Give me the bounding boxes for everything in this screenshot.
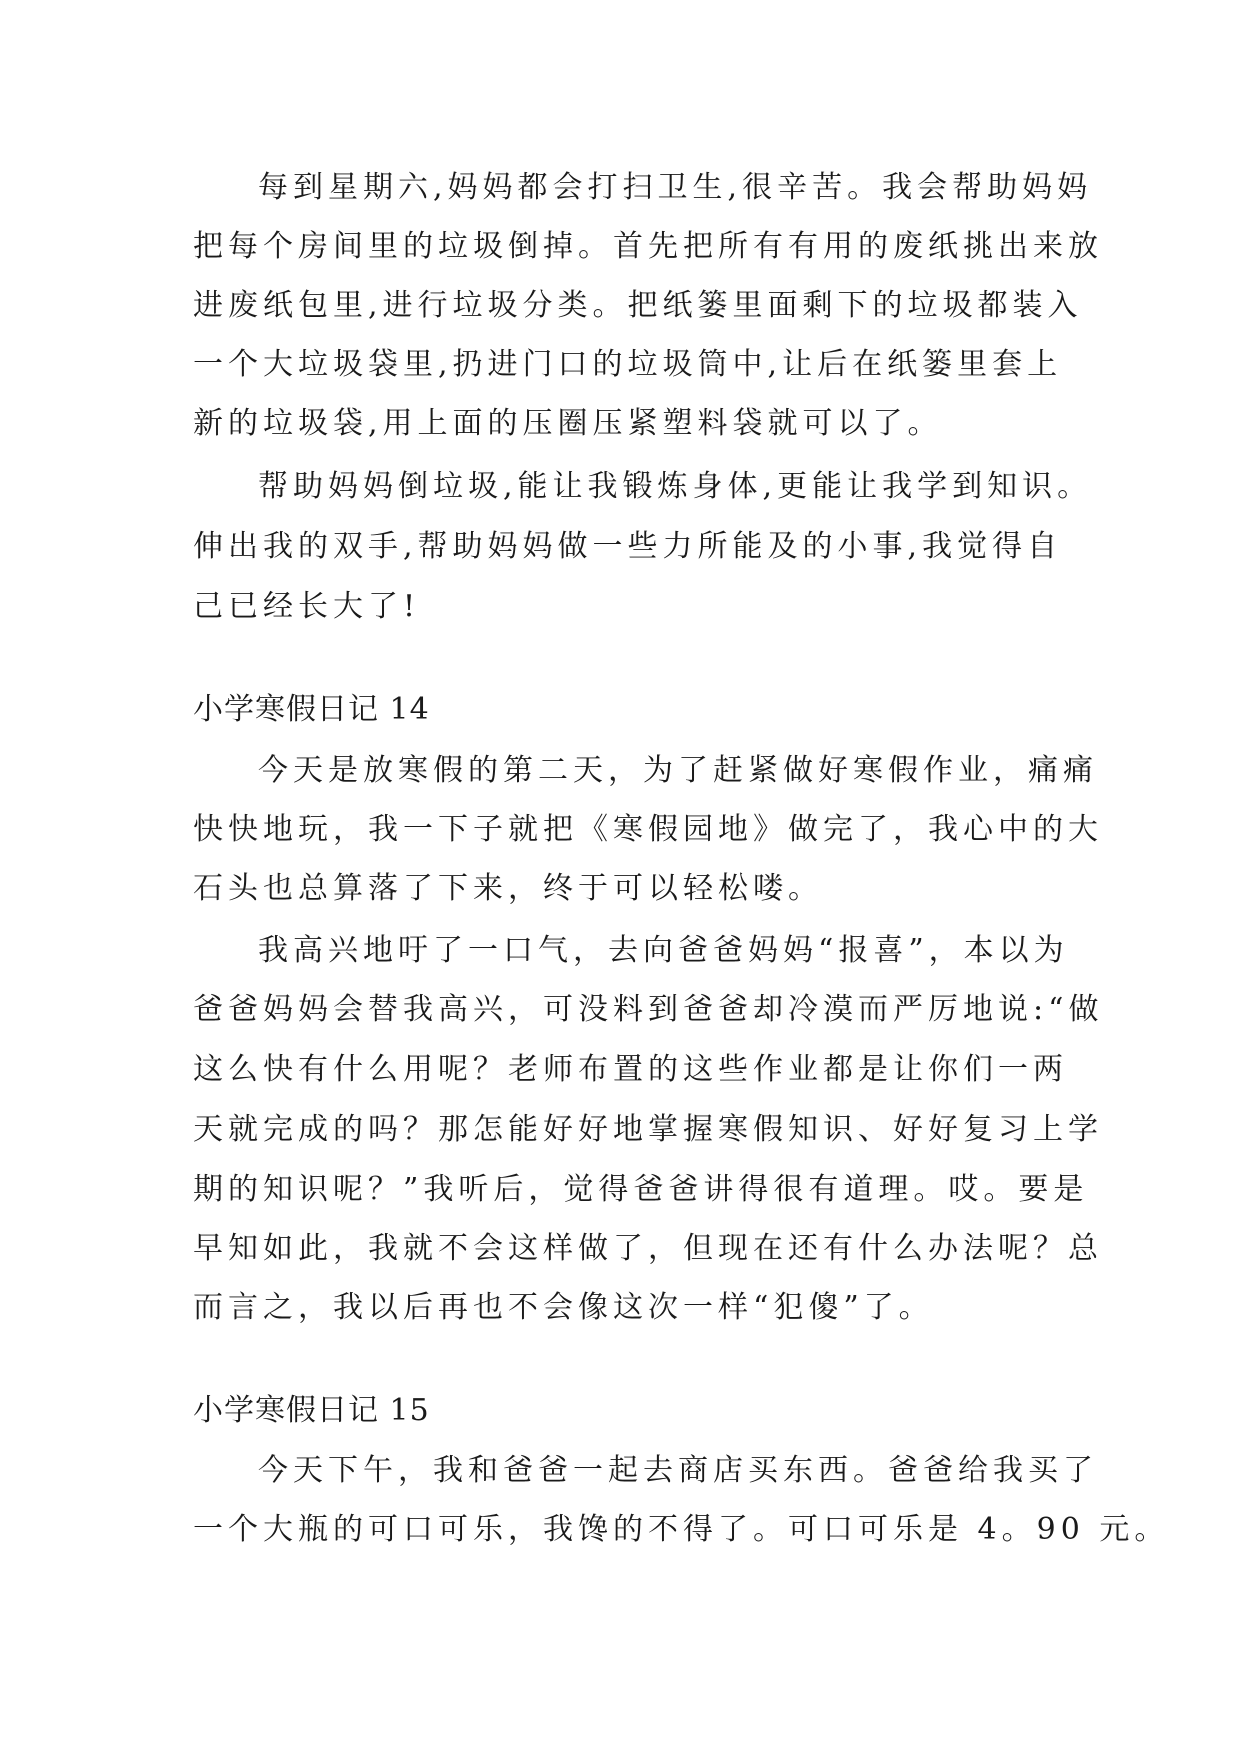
paragraph-line: 帮助妈妈倒垃圾,能让我锻炼身体,更能让我学到知识。	[258, 469, 1093, 504]
section-title: 小学寒假日记 14	[193, 692, 430, 727]
paragraph-line: 早知如此，我就不会这样做了，但现在还有什么办法呢？总	[193, 1231, 1103, 1266]
paragraph-line: 天就完成的吗？那怎能好好地掌握寒假知识、好好复习上学	[193, 1112, 1103, 1147]
paragraph-line: 新的垃圾袋,用上面的压圈压紧塑料袋就可以了。	[193, 406, 943, 441]
paragraph-line: 今天下午，我和爸爸一起去商店买东西。爸爸给我买了	[258, 1453, 1098, 1488]
paragraph-line: 我高兴地吁了一口气，去向爸爸妈妈“报喜”，本以为	[258, 933, 1069, 968]
paragraph-line: 快快地玩，我一下子就把《寒假园地》做完了，我心中的大	[193, 812, 1103, 847]
paragraph-line: 伸出我的双手,帮助妈妈做一些力所能及的小事,我觉得自	[193, 529, 1063, 564]
paragraph-line: 进废纸包里,进行垃圾分类。把纸篓里面剩下的垃圾都装入	[193, 288, 1083, 323]
paragraph-line: 己已经长大了!	[193, 589, 421, 624]
paragraph-line: 石头也总算落了下来，终于可以轻松喽。	[193, 871, 823, 906]
paragraph-line: 期的知识呢？”我听后，觉得爸爸讲得很有道理。哎。要是	[193, 1172, 1089, 1207]
paragraph-line: 每到星期六,妈妈都会打扫卫生,很辛苦。我会帮助妈妈	[258, 170, 1093, 205]
paragraph-line: 今天是放寒假的第二天，为了赶紧做好寒假作业，痛痛	[258, 753, 1098, 788]
paragraph-line: 这么快有什么用呢？老师布置的这些作业都是让你们一两	[193, 1052, 1068, 1087]
paragraph-line: 爸爸妈妈会替我高兴，可没料到爸爸却冷漠而严厉地说:“做	[193, 992, 1104, 1027]
paragraph-line: 把每个房间里的垃圾倒掉。首先把所有有用的废纸挑出来放	[193, 229, 1103, 264]
paragraph-line: 一个大垃圾袋里,扔进门口的垃圾筒中,让后在纸篓里套上	[193, 347, 1063, 382]
paragraph-line: 而言之，我以后再也不会像这次一样“犯傻”了。	[193, 1290, 934, 1325]
section-title: 小学寒假日记 15	[193, 1393, 430, 1428]
paragraph-line: 一个大瓶的可口可乐，我馋的不得了。可口可乐是 4。90 元。	[193, 1512, 1170, 1547]
